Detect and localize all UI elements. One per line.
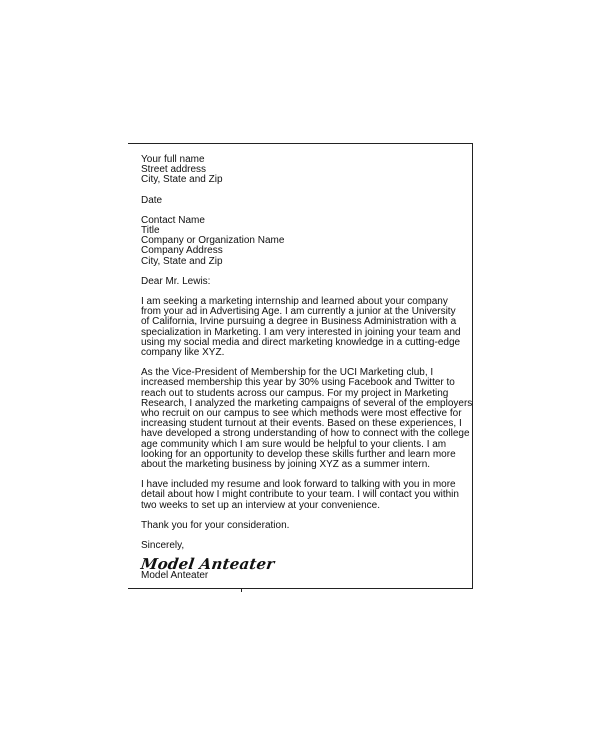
recipient-title: Title xyxy=(141,225,160,237)
sender-name: Your full name xyxy=(141,154,205,165)
paragraph-2 xyxy=(141,367,473,471)
recipient-company: Company or Organization Name xyxy=(141,235,285,247)
paragraph-line: looking for an opportunity to develop these skills further and learn more xyxy=(141,448,456,460)
paragraph-line: I have included my resume and look forward to talking with you in more xyxy=(141,479,456,491)
sender-city: City, State and Zip xyxy=(141,174,223,186)
salutation-text: Dear Mr. Lewis: xyxy=(141,275,211,287)
paragraph-line: Research, I analyzed the marketing campaigns of several of the employers xyxy=(141,397,473,409)
page-border-right xyxy=(472,143,473,589)
handwritten-signature: Model Anteater xyxy=(139,555,276,574)
paragraph-line: increasing student turnout at their events. Based on these experiences, I xyxy=(141,418,462,430)
closing-block xyxy=(141,541,466,581)
paragraph-line: I am seeking a marketing internship and learned about your company xyxy=(141,296,448,308)
paragraph-line: reach out to students across our campus. For my project in Marketing xyxy=(141,387,449,399)
paragraph-line: As the Vice-President of Membership for the UCI Marketing club, I xyxy=(141,367,434,379)
paragraph-line: two weeks to set up an interview at your convenience. xyxy=(141,499,381,511)
recipient-block xyxy=(141,216,466,267)
date-block xyxy=(141,196,466,206)
paragraph-line: who recruit on our campus to see which methods were most effective for xyxy=(141,408,462,420)
closing-text: Sincerely, xyxy=(141,540,185,552)
paragraph-line: detail about how I might contribute to your team. I will contact you within xyxy=(141,489,459,501)
letter-date: Date xyxy=(141,194,163,206)
paragraph-line: from your ad in Advertising Age. I am currently a junior at the University xyxy=(141,306,456,318)
paragraph-line: specialization in Marketing. I am very interested in joining your team and xyxy=(141,326,461,338)
recipient-city: City, State and Zip xyxy=(141,255,223,267)
recipient-address: Company Address xyxy=(141,245,223,257)
page-border-bottom xyxy=(128,588,473,589)
letter-body xyxy=(139,154,473,582)
sender-block xyxy=(141,155,466,186)
paragraph-line: using my social media and direct marketing knowledge in a cutting-edge xyxy=(141,336,461,348)
paragraph-line: age community which I am sure would be helpful to your clients. I am xyxy=(141,438,447,450)
thanks-line xyxy=(141,521,466,531)
paragraph-line: of California, Irvine pursuing a degree in Business Administration with a xyxy=(141,316,457,328)
page-border-tick xyxy=(241,588,242,592)
salutation xyxy=(141,277,466,287)
paragraph-3 xyxy=(141,480,466,511)
paragraph-line: about the marketing business by joining XYZ as a summer intern. xyxy=(141,459,431,471)
paragraph-line: have developed a strong understanding of how to connect with the college xyxy=(141,428,470,440)
paragraph-1 xyxy=(141,297,466,358)
signer-name: Model Anteater xyxy=(141,570,209,582)
page-border-top xyxy=(128,143,473,144)
paragraph-line: increased membership this year by 30% using Facebook and Twitter to xyxy=(141,377,455,389)
sender-street: Street address xyxy=(141,164,207,176)
paragraph-line: company like XYZ. xyxy=(141,347,225,359)
thanks-text: Thank you for your consideration. xyxy=(141,519,290,531)
recipient-name: Contact Name xyxy=(141,214,205,226)
